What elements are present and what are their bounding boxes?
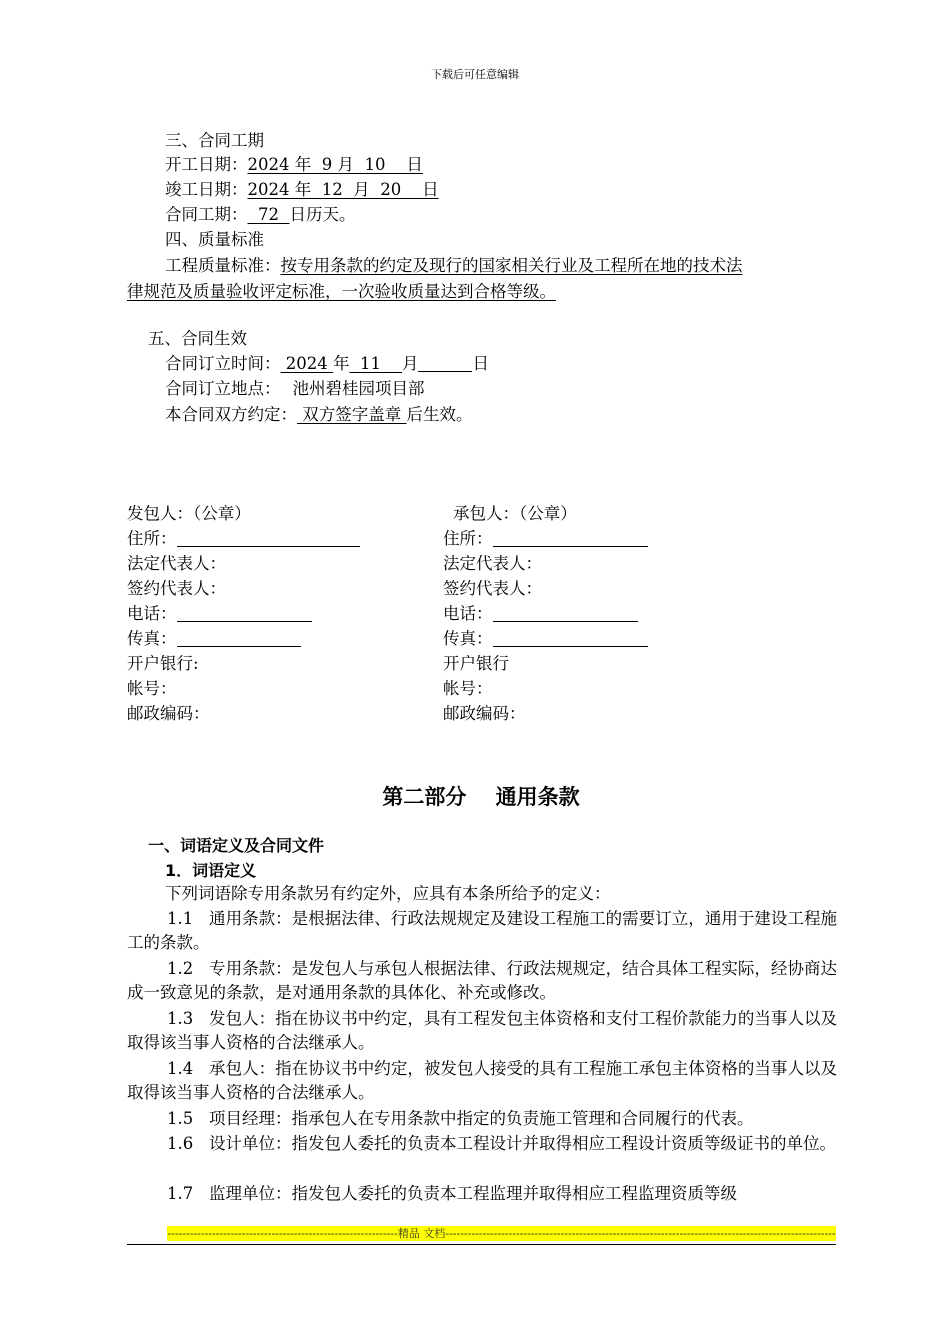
party-a-phone-row (127, 602, 312, 626)
party-a-address-label: 住所： (127, 529, 177, 548)
definition-item: 1.1 通用条款：是根据法律、行政法规规定及建设工程施工的需要订立，通用于建设工程施工的条款。 (127, 909, 837, 952)
section-1-title: 一、词语定义及合同文件 (148, 836, 325, 855)
definition-item: 1.7 监理单位：指发包人委托的负责本工程监理并取得相应工程监理资质等级 (167, 1184, 737, 1203)
sign-place-value: 池州碧桂园项目部 (292, 379, 425, 398)
page-header: 下载后可任意编辑 (431, 68, 519, 81)
sign-year: 2024 (280, 354, 333, 373)
party-a-account: 帐号： (127, 679, 177, 698)
party-b-postcode: 邮政编码： (443, 704, 526, 723)
party-b-fax-label: 传真： (443, 629, 493, 648)
definition-item: 1.6 设计单位：指发包人委托的负责本工程设计并取得相应工程设计资质等级证书的单位。 (167, 1134, 836, 1153)
party-b-account: 帐号： (443, 679, 493, 698)
party-a-sign-rep: 签约代表人： (127, 579, 226, 598)
party-a-fax-row (127, 627, 301, 651)
section-5-title: 五、合同生效 (148, 329, 247, 348)
party-b-fax-row (443, 627, 648, 651)
quality-label: 工程质量标准： (165, 256, 281, 275)
start-date-label: 开工日期： (165, 155, 248, 174)
sign-time-row (165, 352, 489, 376)
definition-item: 1.2 专用条款：是发包人与承包人根据法律、行政法规规定，结合具体工程实际，经协商达成一致意见的条款，是对通用条款的具体化、补充或修改。 (127, 959, 837, 1002)
quality-row (165, 254, 743, 278)
end-date-row (165, 178, 439, 202)
party-b-address-blank (493, 529, 648, 547)
party-a-address-row (127, 527, 360, 551)
party-b-bank: 开户银行 (443, 654, 509, 673)
period-suffix: 日历天。 (289, 205, 356, 224)
day-char: 日 (472, 354, 489, 373)
year-char: 年 (332, 354, 350, 373)
quality-row-2 (127, 280, 556, 304)
party-a-phone-blank (177, 604, 312, 622)
sign-place-label: 合同订立地点： (165, 379, 281, 398)
party-b-fax-blank (493, 629, 648, 647)
end-date-label: 竣工日期： (165, 180, 248, 199)
start-date-row (165, 153, 423, 177)
period-row (165, 203, 355, 227)
quality-line-1: 按专用条款的约定及现行的国家相关行业及工程所在地的技术法 (280, 256, 743, 275)
party-b-address-label: 住所： (443, 529, 493, 548)
party-a-fax-label: 传真： (127, 629, 177, 648)
party-a-phone-label: 电话： (127, 604, 177, 623)
party-a-legal-rep: 法定代表人： (127, 554, 226, 573)
end-date-value: 2024 年 12 月 20 日 (247, 180, 439, 199)
sign-month: 11 (349, 354, 402, 373)
footer-rule (127, 1244, 836, 1245)
effect-row (165, 403, 473, 427)
footer-bar: --------------------------------------------------------------精品 文档--------------------------------------------------------------------------------------------------------- (167, 1227, 836, 1240)
party-b-address-row (443, 527, 648, 551)
effect-value: 双方签字盖章 (297, 405, 407, 424)
party-a-seal: 发包人：（公章） (127, 504, 251, 523)
effect-label: 本合同双方约定： (165, 405, 297, 424)
definition-item: 1.5 项目经理：指承包人在专用条款中指定的负责施工管理和合同履行的代表。 (167, 1109, 754, 1128)
party-a-postcode: 邮政编码： (127, 704, 210, 723)
sign-place-row (165, 377, 425, 401)
party-b-sign-rep: 签约代表人： (443, 579, 542, 598)
party-a-address-blank (177, 529, 360, 547)
section-3-title: 三、合同工期 (165, 131, 264, 150)
definition-item: 1.4 承包人：指在协议书中约定，被发包人接受的具有工程施工承包主体资格的当事人以及取得该当事人资格的合法继承人。 (127, 1059, 837, 1102)
start-date-value: 2024 年 9 月 10 日 (247, 155, 423, 174)
part2-title: 第二部分 通用条款 (382, 785, 580, 809)
definition-item: 1.3 发包人：指在协议书中约定，具有工程发包主体资格和支付工程价款能力的当事人以及取得该当事人资格的合法继承人。 (127, 1009, 837, 1052)
party-a-fax-blank (177, 629, 301, 647)
period-value: 72 (247, 205, 290, 224)
party-b-legal-rep: 法定代表人： (443, 554, 542, 573)
period-label: 合同工期： (165, 205, 248, 224)
sign-time-label: 合同订立时间： (165, 354, 281, 373)
party-b-phone-label: 电话： (443, 604, 493, 623)
effect-suffix: 后生效。 (406, 405, 473, 424)
party-a-bank: 开户银行: (127, 654, 199, 673)
section-4-title: 四、质量标准 (165, 230, 264, 249)
party-b-phone-blank (493, 604, 638, 622)
month-char: 月 (401, 354, 419, 373)
party-b-phone-row (443, 602, 638, 626)
subsection-1-title: 1．词语定义 (165, 861, 257, 880)
definitions-intro: 下列词语除专用条款另有约定外，应具有本条所给予的定义： (165, 884, 611, 903)
quality-line-2: 律规范及质量验收评定标准，一次验收质量达到合格等级。 (127, 282, 556, 301)
party-b-seal: 承包人：（公章） (453, 504, 577, 523)
sign-day-blank (418, 354, 472, 372)
